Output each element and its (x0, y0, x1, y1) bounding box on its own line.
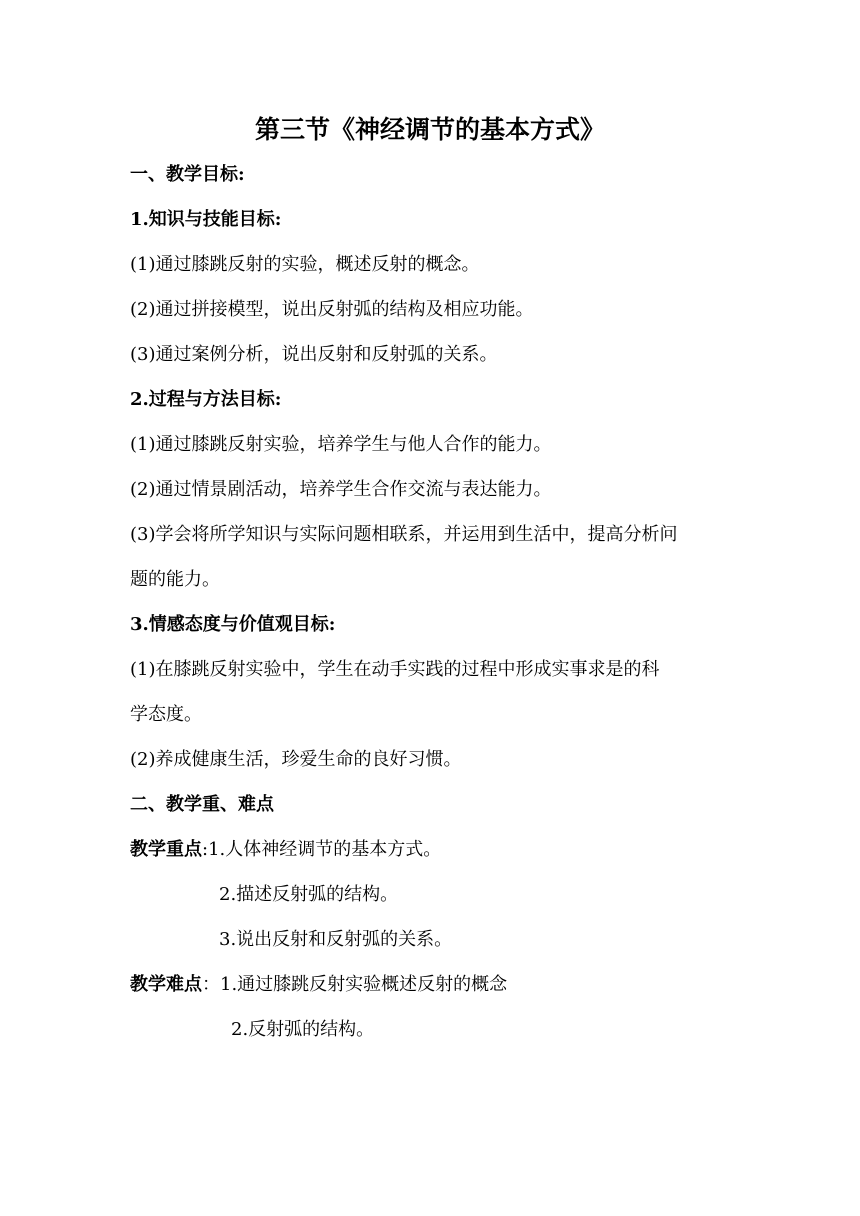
document-title: 第三节《神经调节的基本方式》 (254, 115, 605, 144)
emotion-item-2: (2)养成健康生活，珍爱生命的良好习惯。 (130, 749, 462, 770)
emotion-item-1: (1)在膝跳反射实验中，学生在动手实践的过程中形成实事求是的科 (130, 659, 660, 680)
subheading-process: 2.过程与方法目标: (130, 389, 282, 410)
difficult-points-line (130, 971, 507, 999)
emotion-item-1-continued: 学态度。 (130, 704, 202, 725)
difficult-points-first: ：1.通过膝跳反射实验概述反射的概念 (202, 974, 508, 995)
key-points-first: :1.人体神经调节的基本方式。 (202, 839, 442, 860)
process-item-3-continued: 题的能力。 (130, 569, 220, 590)
knowledge-item-2: (2)通过拼接模型，说出反射弧的结构及相应功能。 (130, 299, 534, 320)
process-item-1: (1)通过膝跳反射实验，培养学生与他人合作的能力。 (130, 434, 552, 455)
difficult-points-label: 教学难点 (130, 974, 202, 995)
difficult-points-item-2: 2.反射弧的结构。 (231, 1019, 375, 1040)
knowledge-item-1: (1)通过膝跳反射的实验，概述反射的概念。 (130, 254, 480, 275)
process-item-3: (3)学会将所学知识与实际问题相联系，并运用到生活中，提高分析问 (130, 524, 678, 545)
subheading-emotion: 3.情感态度与价值观目标: (130, 614, 336, 635)
subheading-knowledge: 1.知识与技能目标: (130, 209, 282, 230)
process-item-2: (2)通过情景剧活动，培养学生合作交流与表达能力。 (130, 479, 552, 500)
section-heading-key-difficult: 二、教学重、难点 (130, 794, 274, 815)
key-points-item-3: 3.说出反射和反射弧的关系。 (219, 929, 453, 950)
key-points-item-2: 2.描述反射弧的结构。 (219, 884, 399, 905)
section-heading-objectives: 一、教学目标: (130, 164, 245, 185)
key-points-label: 教学重点 (130, 839, 202, 860)
knowledge-item-3: (3)通过案例分析，说出反射和反射弧的关系。 (130, 344, 498, 365)
key-points-line (130, 836, 441, 864)
